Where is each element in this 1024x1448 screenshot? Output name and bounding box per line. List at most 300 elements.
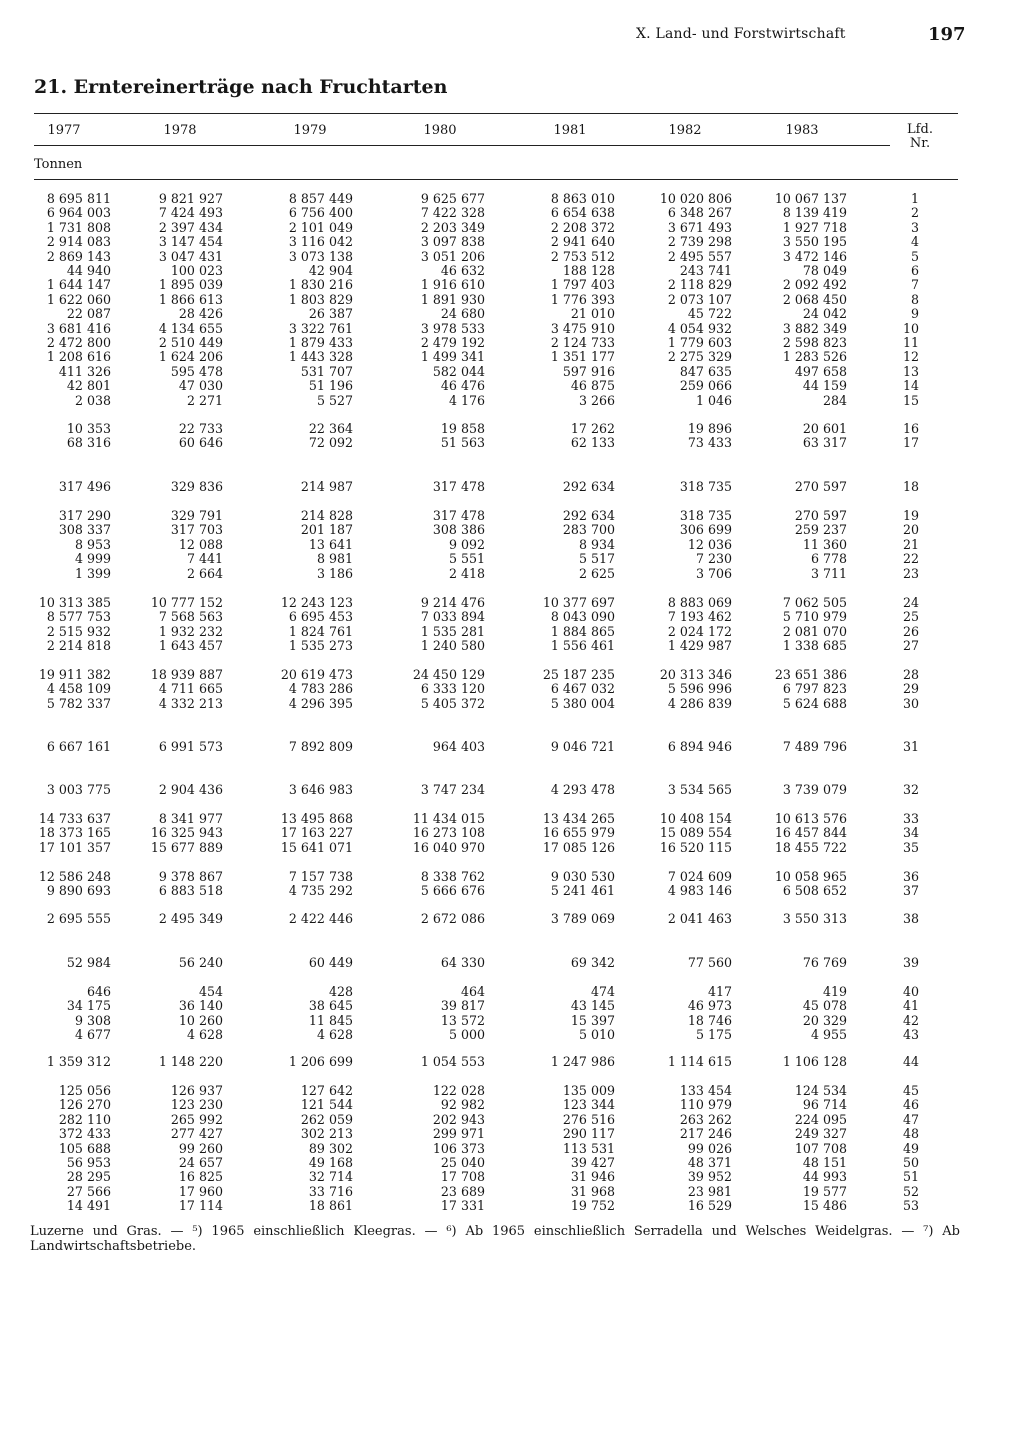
value-cell-1977: 2 869 143 [46,248,111,264]
value-cell-1977: 1 644 147 [46,277,111,293]
value-cell-1979: 3 116 042 [288,234,353,250]
value-cell-1981: 17 262 [570,421,615,436]
value-cell-1978: 24 657 [178,1155,223,1170]
value-cell-1980: 13 572 [440,1012,485,1028]
value-cell-1979: 60 449 [308,955,353,970]
value-cell-1979: 127 642 [300,1083,353,1098]
value-cell-1983: 48 151 [802,1155,847,1170]
value-cell-1979: 13 495 868 [280,811,353,826]
value-cell-1980: 25 040 [440,1155,485,1170]
value-cell-1977: 317 290 [58,508,111,523]
value-cell-1980: 92 982 [440,1097,485,1113]
value-cell-1983: 497 658 [794,363,847,379]
value-cell-1978: 123 230 [170,1097,223,1113]
value-cell-1979: 4 628 [316,1027,353,1043]
value-cell-1981: 292 634 [562,508,615,523]
value-cell-1978: 3 147 454 [158,234,223,250]
row-number: 27 [902,638,919,654]
value-cell-1978: 329 836 [170,479,223,494]
value-cell-1981: 5 010 [578,1027,615,1043]
value-cell-1982: 39 952 [687,1169,732,1185]
value-cell-1980: 9 092 [448,536,485,552]
value-cell-1978: 47 030 [178,378,223,394]
table-row [0,422,1024,436]
value-cell-1978: 1 866 613 [158,291,223,307]
column-header-1982: 1982 [668,123,702,138]
value-cell-1978: 2 271 [186,392,223,408]
table-row [0,1185,1024,1199]
table-row [0,912,1024,926]
table-row [0,1127,1024,1141]
value-cell-1980: 6 333 120 [420,681,485,697]
value-cell-1982: 259 066 [679,378,732,394]
row-number: 16 [902,421,919,436]
value-cell-1980: 317 478 [432,479,485,494]
value-cell-1979: 4 296 395 [288,695,353,711]
value-cell-1977: 646 [86,984,111,999]
value-cell-1982: 7 193 462 [667,609,732,625]
value-cell-1983: 2 598 823 [782,335,847,350]
value-cell-1979: 72 092 [308,435,353,451]
value-cell-1980: 1 240 580 [420,638,485,654]
value-cell-1981: 17 085 126 [542,839,615,855]
table-row [0,985,1024,999]
value-cell-1977: 2 038 [74,392,111,408]
table-row [0,1014,1024,1028]
value-cell-1982: 3 706 [695,565,732,581]
value-cell-1983: 1 927 718 [782,219,847,235]
value-cell-1983: 24 042 [802,306,847,322]
value-cell-1983: 419 [822,984,847,999]
value-cell-1979: 1 830 216 [288,277,353,293]
row-number: 14 [902,378,919,394]
value-cell-1983: 3 882 349 [782,320,847,336]
value-cell-1983: 1 106 128 [782,1054,847,1069]
value-cell-1979: 5 527 [316,392,353,408]
table-row [0,1113,1024,1127]
value-cell-1978: 1 932 232 [158,623,223,639]
value-cell-1981: 43 145 [570,998,615,1014]
value-cell-1978: 454 [198,984,223,999]
value-cell-1978: 1 148 220 [158,1054,223,1069]
table-row [0,221,1024,235]
value-cell-1981: 6 467 032 [550,681,615,697]
value-cell-1983: 259 237 [794,522,847,538]
value-cell-1978: 99 260 [178,1140,223,1156]
value-cell-1983: 23 651 386 [774,667,847,682]
value-cell-1980: 106 373 [432,1140,485,1156]
value-cell-1981: 8 934 [578,536,615,552]
row-number: 46 [902,1097,919,1113]
column-header-1979: 1979 [293,123,327,138]
table-row [0,322,1024,336]
value-cell-1978: 2 510 449 [158,335,223,350]
row-number: 18 [902,479,919,494]
row-number: 48 [902,1126,919,1142]
value-cell-1982: 2 118 829 [667,277,732,293]
value-cell-1982: 48 371 [687,1155,732,1170]
value-cell-1977: 52 984 [66,955,111,970]
value-cell-1983: 3 739 079 [782,782,847,797]
row-number: 20 [902,522,919,538]
value-cell-1978: 2 664 [186,565,223,581]
value-cell-1982: 8 883 069 [667,595,732,610]
table-row [0,264,1024,278]
value-cell-1983: 1 338 685 [782,638,847,654]
value-cell-1978: 7 568 563 [158,609,223,625]
value-cell-1983: 78 049 [802,263,847,278]
value-cell-1981: 9 030 530 [550,869,615,884]
value-cell-1982: 45 722 [687,306,732,322]
table-row [0,884,1024,898]
table-row [0,394,1024,408]
value-cell-1980: 9 214 476 [420,595,485,610]
value-cell-1978: 595 478 [170,363,223,379]
value-cell-1978: 28 426 [178,306,223,322]
value-cell-1982: 243 741 [679,263,732,278]
value-cell-1982: 20 313 346 [659,667,732,682]
value-cell-1977: 9 890 693 [46,883,111,899]
row-number: 34 [902,825,919,841]
value-cell-1978: 265 992 [170,1111,223,1127]
value-cell-1979: 11 845 [308,1012,353,1028]
value-cell-1979: 3 186 [316,565,353,581]
value-cell-1981: 62 133 [570,435,615,451]
value-cell-1978: 6 991 573 [158,739,223,754]
value-cell-1978: 329 791 [170,508,223,523]
value-cell-1978: 16 325 943 [150,825,223,841]
value-cell-1979: 531 707 [300,363,353,379]
value-cell-1982: 1 114 615 [667,1054,732,1069]
table-row [0,307,1024,321]
value-cell-1981: 3 789 069 [550,911,615,926]
value-cell-1983: 7 489 796 [782,739,847,754]
value-cell-1977: 1 208 616 [46,349,111,365]
value-cell-1977: 5 782 337 [46,695,111,711]
value-cell-1982: 4 054 932 [667,320,732,336]
value-cell-1981: 123 344 [562,1097,615,1113]
value-cell-1980: 317 478 [432,508,485,523]
value-cell-1981: 19 752 [570,1198,615,1214]
value-cell-1983: 224 095 [794,1111,847,1127]
running-head: X. Land- und Forstwirtschaft [636,26,846,42]
footnote: Luzerne und Gras. — ⁵) 1965 einschließlich Kleegras. — ⁶) Ab 1965 einschließlich Serradella und Welsches Weidelgras. — ⁷) Ab Landwirtschaftsbetriebe. [30,1224,960,1254]
value-cell-1983: 20 329 [802,1012,847,1028]
row-number: 31 [902,739,919,754]
table-row [0,523,1024,537]
value-cell-1981: 188 128 [562,263,615,278]
value-cell-1977: 14 733 637 [38,811,111,826]
value-cell-1980: 46 632 [440,263,485,278]
value-cell-1977: 1 359 312 [46,1054,111,1069]
value-cell-1983: 7 062 505 [782,595,847,610]
value-cell-1981: 5 380 004 [550,695,615,711]
value-cell-1977: 4 458 109 [46,681,111,697]
value-cell-1977: 44 940 [66,263,111,278]
table-row [0,365,1024,379]
value-cell-1983: 3 550 195 [782,234,847,250]
value-cell-1978: 2 495 349 [158,911,223,926]
value-cell-1980: 1 891 930 [420,291,485,307]
value-cell-1981: 597 916 [562,363,615,379]
row-number: 29 [902,681,919,697]
value-cell-1983: 6 797 823 [782,681,847,697]
value-cell-1977: 105 688 [58,1140,111,1156]
value-cell-1977: 42 801 [66,378,111,394]
value-cell-1982: 2 275 329 [667,349,732,365]
value-cell-1981: 1 556 461 [550,638,615,654]
row-number: 53 [902,1198,919,1214]
value-cell-1982: 133 454 [679,1083,732,1098]
value-cell-1977: 1 731 808 [46,219,111,235]
value-cell-1982: 2 739 298 [667,234,732,250]
value-cell-1977: 2 214 818 [46,638,111,654]
value-cell-1982: 4 983 146 [667,883,732,899]
value-cell-1983: 6 778 [810,551,847,567]
value-cell-1980: 9 625 677 [420,191,485,206]
table-row [0,1098,1024,1112]
value-cell-1978: 7 424 493 [158,205,223,221]
table-row [0,293,1024,307]
value-cell-1982: 318 735 [679,479,732,494]
value-cell-1983: 249 327 [794,1126,847,1142]
value-cell-1977: 56 953 [66,1155,111,1170]
value-cell-1979: 42 904 [308,263,353,278]
value-cell-1981: 474 [590,984,615,999]
table-row [0,740,1024,754]
row-number: 49 [902,1140,919,1156]
value-cell-1980: 464 [460,984,485,999]
value-cell-1983: 2 092 492 [782,277,847,293]
value-cell-1983: 10 058 965 [774,869,847,884]
column-header-1978: 1978 [163,123,197,138]
value-cell-1980: 5 551 [448,551,485,567]
value-cell-1979: 262 059 [300,1111,353,1127]
value-cell-1980: 5 000 [448,1027,485,1043]
page-number: 197 [928,24,966,45]
value-cell-1978: 18 939 887 [150,667,223,682]
table-row [0,509,1024,523]
value-cell-1979: 15 641 071 [280,839,353,855]
row-number: 11 [902,335,919,350]
row-number: 3 [910,219,919,235]
value-cell-1981: 5 517 [578,551,615,567]
value-cell-1980: 3 097 838 [420,234,485,250]
value-cell-1983: 8 139 419 [782,205,847,221]
value-cell-1981: 2 941 640 [550,234,615,250]
value-cell-1982: 2 495 557 [667,248,732,264]
value-cell-1977: 22 087 [66,306,111,322]
value-cell-1979: 12 243 123 [280,595,353,610]
value-cell-1979: 201 187 [300,522,353,538]
value-cell-1977: 18 373 165 [38,825,111,841]
table-row [0,192,1024,206]
value-cell-1980: 2 672 086 [420,911,485,926]
row-number: 40 [902,984,919,999]
row-number: 41 [902,998,919,1014]
value-cell-1981: 2 124 733 [550,335,615,350]
value-cell-1978: 4 628 [186,1027,223,1043]
value-cell-1977: 125 056 [58,1083,111,1098]
value-cell-1981: 2 625 [578,565,615,581]
row-number: 37 [902,883,919,899]
value-cell-1982: 5 175 [695,1027,732,1043]
value-cell-1980: 2 479 192 [420,335,485,350]
value-cell-1982: 15 089 554 [659,825,732,841]
table-row [0,480,1024,494]
value-cell-1977: 68 316 [66,435,111,451]
value-cell-1979: 302 213 [300,1126,353,1142]
table-row [0,1084,1024,1098]
value-cell-1978: 2 904 436 [158,782,223,797]
value-cell-1979: 2 101 049 [288,219,353,235]
value-cell-1979: 13 641 [308,536,353,552]
value-cell-1980: 24 450 129 [412,667,485,682]
value-cell-1978: 4 332 213 [158,695,223,711]
value-cell-1979: 22 364 [308,421,353,436]
value-cell-1982: 2 073 107 [667,291,732,307]
value-cell-1978: 4 134 655 [158,320,223,336]
row-number: 13 [902,363,919,379]
row-number: 32 [902,782,919,797]
value-cell-1981: 39 427 [570,1155,615,1170]
value-cell-1978: 277 427 [170,1126,223,1142]
value-cell-1983: 2 068 450 [782,291,847,307]
value-cell-1983: 45 078 [802,998,847,1014]
value-cell-1983: 6 508 652 [782,883,847,899]
value-cell-1979: 3 073 138 [288,248,353,264]
value-cell-1978: 17 114 [178,1198,223,1214]
value-cell-1982: 306 699 [679,522,732,538]
value-cell-1982: 417 [707,984,732,999]
value-cell-1978: 36 140 [178,998,223,1014]
row-number: 26 [902,623,919,639]
table-row [0,999,1024,1013]
value-cell-1982: 18 746 [687,1012,732,1028]
value-cell-1981: 1 776 393 [550,291,615,307]
column-header-1983: 1983 [785,123,819,138]
row-number: 22 [902,551,919,567]
value-cell-1981: 2 753 512 [550,248,615,264]
row-number: 30 [902,695,919,711]
value-cell-1977: 2 472 800 [46,335,111,350]
value-cell-1983: 10 613 576 [774,811,847,826]
value-cell-1978: 100 023 [170,263,223,278]
table-title: 21. Erntereinerträge nach Fruchtarten [34,76,448,98]
value-cell-1981: 2 208 372 [550,219,615,235]
value-cell-1981: 8 043 090 [550,609,615,625]
value-cell-1978: 317 703 [170,522,223,538]
table-row [0,625,1024,639]
value-cell-1982: 4 286 839 [667,695,732,711]
row-number: 12 [902,349,919,365]
value-cell-1980: 16 040 970 [412,839,485,855]
value-cell-1979: 7 892 809 [288,739,353,754]
value-cell-1981: 9 046 721 [550,739,615,754]
value-cell-1981: 290 117 [562,1126,615,1142]
value-cell-1977: 12 586 248 [38,869,111,884]
value-cell-1977: 10 313 385 [38,595,111,610]
row-number: 1 [910,191,919,206]
column-header-lfd-nr: Lfd. Nr. [907,122,933,151]
value-cell-1979: 3 322 761 [288,320,353,336]
value-cell-1980: 4 176 [448,392,485,408]
table-row [0,567,1024,581]
value-cell-1980: 299 971 [432,1126,485,1142]
value-cell-1979: 26 387 [308,306,353,322]
value-cell-1979: 18 861 [308,1198,353,1214]
value-cell-1978: 10 260 [178,1012,223,1028]
value-cell-1978: 1 643 457 [158,638,223,654]
value-cell-1982: 263 262 [679,1111,732,1127]
row-number: 5 [910,248,919,264]
value-cell-1978: 126 937 [170,1083,223,1098]
table-row [0,1156,1024,1170]
value-cell-1978: 9 821 927 [158,191,223,206]
value-cell-1983: 96 714 [802,1097,847,1113]
value-cell-1983: 107 708 [794,1140,847,1156]
table-row [0,956,1024,970]
row-number: 23 [902,565,919,581]
value-cell-1980: 23 689 [440,1183,485,1199]
value-cell-1977: 6 667 161 [46,739,111,754]
column-header-1981: 1981 [553,123,587,138]
table-row [0,235,1024,249]
value-cell-1981: 3 475 910 [550,320,615,336]
value-cell-1980: 46 476 [440,378,485,394]
table-row [0,841,1024,855]
value-cell-1977: 6 964 003 [46,205,111,221]
value-cell-1979: 7 157 738 [288,869,353,884]
value-cell-1982: 3 534 565 [667,782,732,797]
value-cell-1980: 16 273 108 [412,825,485,841]
value-cell-1979: 1 206 699 [288,1054,353,1069]
value-cell-1983: 18 455 722 [774,839,847,855]
row-number: 7 [910,277,919,293]
value-cell-1981: 135 009 [562,1083,615,1098]
value-cell-1980: 2 203 349 [420,219,485,235]
value-cell-1981: 31 946 [570,1169,615,1185]
value-cell-1980: 64 330 [440,955,485,970]
value-cell-1981: 10 377 697 [542,595,615,610]
value-cell-1983: 3 711 [810,565,847,581]
value-cell-1977: 372 433 [58,1126,111,1142]
value-cell-1980: 51 563 [440,435,485,451]
value-cell-1978: 56 240 [178,955,223,970]
value-cell-1981: 25 187 235 [542,667,615,682]
value-cell-1980: 8 338 762 [420,869,485,884]
value-cell-1978: 8 341 977 [158,811,223,826]
value-cell-1977: 3 003 775 [46,782,111,797]
row-number: 43 [902,1027,919,1043]
value-cell-1983: 44 993 [802,1169,847,1185]
table-row [0,610,1024,624]
value-cell-1977: 8 953 [74,536,111,552]
value-cell-1978: 12 088 [178,536,223,552]
value-cell-1983: 4 955 [810,1027,847,1043]
value-cell-1978: 60 646 [178,435,223,451]
row-number: 24 [902,595,919,610]
value-cell-1982: 6 894 946 [667,739,732,754]
row-number: 19 [902,508,919,523]
value-cell-1977: 4 677 [74,1027,111,1043]
column-header-1980: 1980 [423,123,457,138]
table-row [0,697,1024,711]
value-cell-1979: 428 [328,984,353,999]
value-cell-1977: 411 326 [58,363,111,379]
value-cell-1979: 1 535 273 [288,638,353,654]
value-cell-1979: 121 544 [300,1097,353,1113]
